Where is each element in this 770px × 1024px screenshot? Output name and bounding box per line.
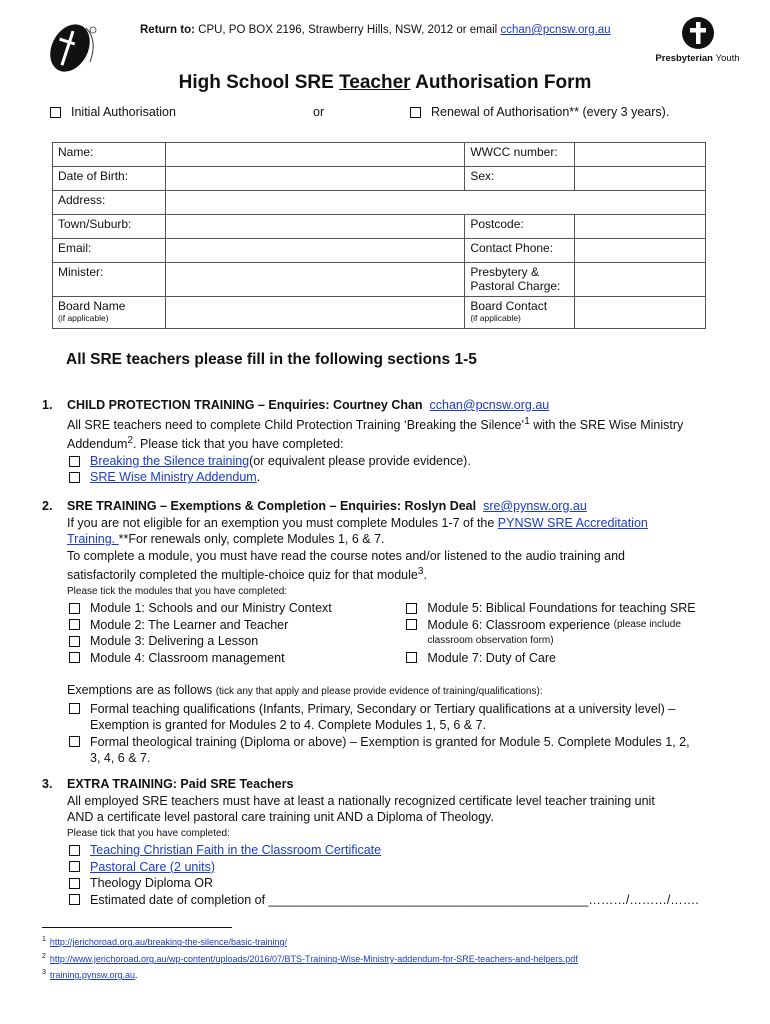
theology-diploma-label: Theology Diploma OR <box>90 876 213 890</box>
section-2-heading: SRE TRAINING – Exemptions & Completion – Enquiries: Roslyn Deal <box>67 499 477 513</box>
renewal-authorisation-label: Renewal of Authorisation** (every 3 years). <box>431 105 670 119</box>
completion-date-item[interactable] <box>67 892 722 909</box>
pastoral-care-checkbox[interactable] <box>69 861 80 872</box>
section-1-text-line2: Addendum$^2$. Please tick that you have completed: <box>67 435 344 452</box>
section-3 <box>42 776 722 908</box>
completion-date-checkbox[interactable] <box>69 894 80 905</box>
module-3-checkbox[interactable] <box>69 636 80 647</box>
wwcc-label: WWCC number: <box>465 143 575 167</box>
presbytery-label <box>465 263 575 297</box>
exemption-2-line1: Formal theological training (Diploma or above) – Exemption is granted for Module 5. Complete Modules 1, 2, <box>90 734 690 749</box>
modules-columns <box>67 600 722 666</box>
minister-field[interactable] <box>165 263 464 297</box>
initial-authorisation-checkbox[interactable] <box>50 107 61 118</box>
minister-label: Minister: <box>53 263 166 297</box>
module-6-note-line2: classroom observation form) <box>427 635 554 647</box>
board-name-text: Board Name <box>58 299 126 313</box>
address-label: Address: <box>53 191 166 215</box>
wise-ministry-checkbox[interactable] <box>69 472 80 483</box>
module-6-checkbox[interactable] <box>406 619 417 630</box>
return-label: Return to: <box>140 24 195 36</box>
initial-authorisation-label: Initial Authorisation <box>71 105 176 119</box>
title-part-3: Authorisation Form <box>410 72 592 93</box>
renewal-authorisation-option[interactable] <box>410 105 669 119</box>
board-contact-field[interactable] <box>575 297 706 329</box>
wwcc-field[interactable] <box>575 143 706 167</box>
org-name-rest: Youth <box>715 53 740 64</box>
postcode-label: Postcode: <box>465 215 575 239</box>
org-name <box>640 53 755 64</box>
cross-circle-icon <box>681 16 715 50</box>
footnote-3-link[interactable]: training.pynsw.org.au <box>49 970 135 980</box>
modules-left-column <box>67 600 404 666</box>
page-title <box>0 72 770 94</box>
section-2 <box>42 498 722 767</box>
section-2-email-link[interactable]: sre@pynsw.org.au <box>483 499 587 513</box>
return-email-link[interactable]: cchan@pcnsw.org.au <box>500 24 611 36</box>
exemption-2-checkbox[interactable] <box>69 736 80 747</box>
details-form-table <box>52 142 706 329</box>
sections-heading: All SRE teachers please fill in the following sections 1-5 <box>66 351 477 368</box>
phone-label: Contact Phone: <box>465 239 575 263</box>
footnote-1: $^1$ http://jerichoroad.org.au/breaking-the-silence/basic-training/ <box>42 936 288 947</box>
org-name-bold: Presbyterian <box>655 53 713 64</box>
module-4-checkbox[interactable] <box>69 652 80 663</box>
email-label: Email: <box>53 239 166 263</box>
completion-date-label: Estimated date of completion of ______________________________________________………/………/……. <box>90 892 699 907</box>
email-field[interactable] <box>165 239 464 263</box>
tcf-certificate-checkbox[interactable] <box>69 845 80 856</box>
footnote-divider <box>42 927 232 928</box>
wise-ministry-link[interactable]: SRE Wise Ministry Addendum <box>90 470 257 485</box>
breaking-silence-checkbox[interactable] <box>69 456 80 467</box>
section-1-number: 1. <box>42 398 53 412</box>
theology-diploma-checkbox[interactable] <box>69 878 80 889</box>
module-6-label: Module 6: Classroom experience <box>427 617 611 632</box>
module-4-item[interactable] <box>67 650 404 667</box>
town-label: Town/Suburb: <box>53 215 166 239</box>
module-6-item[interactable] <box>404 617 722 634</box>
town-field[interactable] <box>165 215 464 239</box>
section-1-text-line1: All SRE teachers need to complete Child Protection Training ‘Breaking the Silence’$^1$ with the SRE Wise Ministry <box>67 415 684 432</box>
module-2-label: Module 2: The Learner and Teacher <box>90 617 289 632</box>
presbyterian-youth-logo <box>640 16 755 68</box>
section-2-line2: Training. **For renewals only, complete Modules 1, 6 & 7. <box>67 532 385 546</box>
module-5-item[interactable] <box>404 600 722 617</box>
exemption-2-item[interactable] <box>67 734 722 751</box>
sex-field[interactable] <box>575 167 706 191</box>
or-text: or <box>313 105 325 119</box>
dob-field[interactable] <box>165 167 464 191</box>
exemption-1-line2: Exemption is granted for Modules 2 to 4. Complete Modules 1, 5, 6 & 7. <box>90 718 487 733</box>
name-label: Name: <box>53 143 166 167</box>
sex-label: Sex: <box>465 167 575 191</box>
board-contact-text: Board Contact <box>470 299 548 313</box>
module-5-label: Module 5: Biblical Foundations for teaching SRE <box>427 601 696 616</box>
exemption-1-item[interactable] <box>67 701 722 718</box>
presbytery-label-line2: Pastoral Charge: <box>470 279 561 293</box>
module-5-checkbox[interactable] <box>406 603 417 614</box>
return-address-line <box>140 24 611 36</box>
tcf-certificate-item[interactable] <box>67 842 722 859</box>
modules-right-column <box>404 600 722 666</box>
module-1-label: Module 1: Schools and our Ministry Context <box>90 601 332 616</box>
module-7-item[interactable] <box>404 650 722 667</box>
address-field[interactable] <box>165 191 705 215</box>
exemption-1-line1: Formal teaching qualifications (Infants, Primary, Secondary or Tertiary qualifications at a university level) – <box>90 701 676 716</box>
module-3-label: Module 3: Delivering a Lesson <box>90 634 259 649</box>
exemption-1-checkbox[interactable] <box>69 703 80 714</box>
exemption-2-line2: 3, 4, 6 & 7. <box>90 751 151 766</box>
pastoral-care-item[interactable] <box>67 859 722 876</box>
section-1-item-2[interactable]: SRE Wise Ministry Addendum . <box>67 469 722 486</box>
board-contact-label <box>465 297 575 329</box>
section-2-line3: To complete a module, you must have read the course notes and/or listened to the audio training and <box>67 548 625 563</box>
renewal-authorisation-checkbox[interactable] <box>410 107 421 118</box>
theology-diploma-item[interactable] <box>67 875 722 892</box>
initial-authorisation-option[interactable] <box>50 105 176 119</box>
module-1-checkbox[interactable] <box>69 603 80 614</box>
left-logo <box>46 20 104 74</box>
module-2-item[interactable] <box>67 617 404 634</box>
board-name-label <box>53 297 166 329</box>
dob-label: Date of Birth: <box>53 167 166 191</box>
breaking-silence-link[interactable]: Breaking the Silence training <box>90 453 250 468</box>
board-contact-note: (if applicable) <box>470 313 521 323</box>
section-1-heading: CHILD PROTECTION TRAINING – Enquiries: Courtney Chan <box>67 398 423 412</box>
footnote-1-link[interactable]: http://jerichoroad.org.au/breaking-the-silence/basic-training/ <box>49 937 288 947</box>
module-2-checkbox[interactable] <box>69 619 80 630</box>
or-label <box>313 105 324 119</box>
footnote-3: $^3$ training.pynsw.org.au. <box>42 969 138 980</box>
name-field[interactable] <box>165 143 464 167</box>
module-3-item[interactable] <box>67 633 404 650</box>
modules-tick-note: Please tick the modules that you have completed: <box>67 585 288 597</box>
return-address: CPU, PO BOX 2196, Strawberry Hills, NSW, 2012 or email <box>198 24 498 36</box>
phone-field[interactable] <box>575 239 706 263</box>
tcf-certificate-link[interactable]: Teaching Christian Faith in the Classroom Certificate <box>90 843 382 857</box>
footnote-2: $^2$ http://www.jerichoroad.org.au/wp-content/uploads/2016/07/BTS-Training-Wise-Ministry-addendum-for-SRE-teachers-and-helpers.pdf <box>42 953 578 964</box>
module-7-checkbox[interactable] <box>406 652 417 663</box>
module-1-item[interactable] <box>67 600 404 617</box>
pastoral-care-link[interactable]: Pastoral Care (2 units) <box>90 859 216 874</box>
title-part-1: High School SRE <box>178 72 340 93</box>
section-3-line1: All employed SRE teachers must have at least a nationally recognized certificate level teacher training unit <box>67 793 655 808</box>
title-part-2: Teacher <box>339 72 411 93</box>
section-2-number: 2. <box>42 499 53 513</box>
section-3-tick-note: Please tick that you have completed: <box>67 827 230 839</box>
section-3-line2: AND a certificate level pastoral care training unit AND a Diploma of Theology. <box>67 810 494 824</box>
section-3-heading: EXTRA TRAINING: Paid SRE Teachers <box>67 777 294 791</box>
section-1-email-link[interactable]: cchan@pcnsw.org.au <box>429 398 550 412</box>
accreditation-link[interactable]: PYNSW SRE Accreditation <box>497 515 648 530</box>
presbytery-label-line1: Presbytery & <box>470 265 540 279</box>
postcode-field[interactable] <box>575 215 706 239</box>
section-1-item-1[interactable]: Breaking the Silence training (or equivalent please provide evidence). <box>67 453 722 470</box>
board-name-note: (if applicable) <box>58 313 109 323</box>
exemptions-intro: Exemptions are as follows (tick any that apply and please provide evidence of training/qualifications): <box>67 683 543 698</box>
footnote-2-link[interactable]: http://www.jerichoroad.org.au/wp-content/uploads/2016/07/BTS-Training-Wise-Ministry-addendum-for-SRE-teachers-and-helpers.pdf <box>49 954 578 964</box>
section-3-number: 3. <box>42 777 53 791</box>
section-1 <box>42 397 722 486</box>
section-2-line1: If you are not eligible for an exemption you must complete Modules 1-7 of the PYNSW SRE Accreditation <box>67 515 648 530</box>
section-2-line4: satisfactorily completed the multiple-choice quiz for that module$^3$. <box>67 566 427 583</box>
board-name-field[interactable] <box>165 297 464 329</box>
presbytery-field[interactable] <box>575 263 706 297</box>
module-6-note: (please include <box>613 618 681 630</box>
accreditation-link-cont[interactable]: Training. <box>67 532 119 546</box>
module-4-label: Module 4: Classroom management <box>90 650 285 665</box>
module-7-label: Module 7: Duty of Care <box>427 650 556 665</box>
